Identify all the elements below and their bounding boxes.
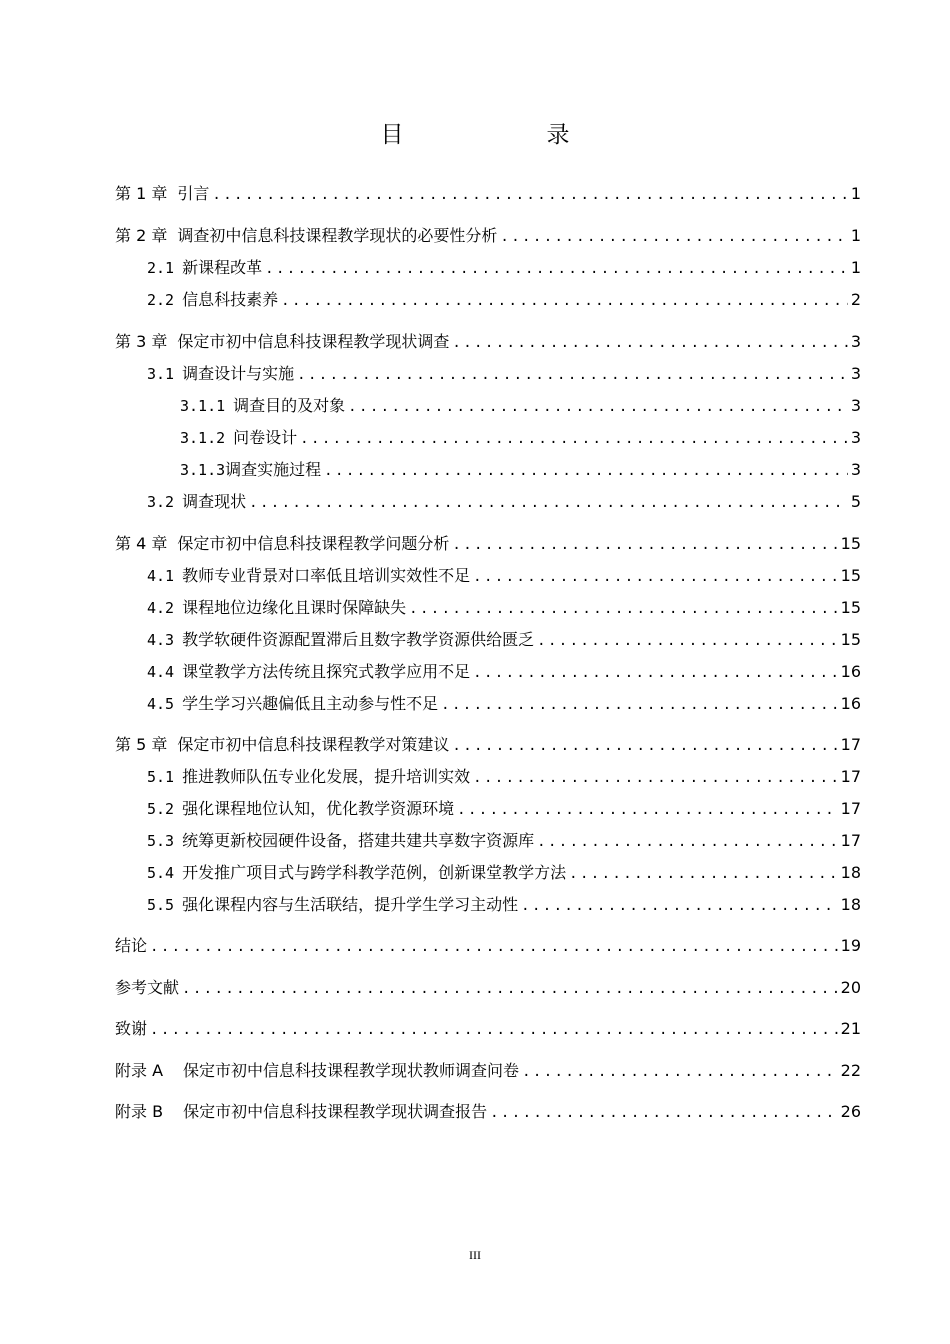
toc-entry-section-3-2[interactable]: [147, 490, 861, 514]
toc-leader-dots: [297, 363, 848, 387]
toc-entry-page: 15: [840, 630, 861, 649]
toc-entry-text: 保定市初中信息科技课程教学对策建议: [177, 735, 450, 754]
toc-leader-dots: [537, 830, 838, 854]
toc-entry-section-4-4[interactable]: [147, 660, 861, 684]
toc-leader-dots: [441, 693, 838, 717]
toc-entry-text: 调查目的及对象: [233, 396, 346, 415]
toc-leader-dots: [537, 629, 838, 653]
toc-entry-number: 4.4: [147, 663, 175, 681]
toc-entry-number: 第 1 章: [115, 184, 168, 203]
toc-entry-conclusion[interactable]: [115, 934, 861, 958]
toc-entry-number: 第 2 章: [115, 226, 168, 245]
toc-entry-number: 5.2: [147, 800, 175, 818]
toc-entry-page: 5: [850, 492, 861, 511]
toc-entry-number: 3.1.3: [180, 461, 226, 479]
toc-entry-chapter-5[interactable]: [115, 733, 861, 757]
toc-leader-dots: [521, 894, 838, 918]
toc-entry-appendix-b[interactable]: [115, 1100, 861, 1124]
toc-entry-section-4-2[interactable]: [147, 596, 861, 620]
toc-entry-section-5-4[interactable]: [147, 861, 861, 885]
toc-entry-text: 保定市初中信息科技课程教学现状调查: [177, 332, 450, 351]
toc-entry-number: 3.1.2: [180, 429, 226, 447]
toc-entry-text: 参考文献: [115, 978, 180, 997]
toc-entry-page: 3: [850, 364, 861, 383]
toc-entry-page: 22: [840, 1061, 861, 1080]
toc-entry-page: 26: [840, 1102, 861, 1121]
toc-entry-text: 教学软硬件资源配置滞后且数字教学资源供给匮乏: [182, 630, 535, 649]
toc-entry-number: 3.2: [147, 493, 175, 511]
toc-leader-dots: [457, 798, 838, 822]
toc-entry-chapter-2[interactable]: [115, 224, 861, 248]
toc-entry-page: 16: [840, 694, 861, 713]
toc-entry-number: 5.3: [147, 832, 175, 850]
toc-entry-acknowledgements[interactable]: [115, 1017, 861, 1041]
toc-entry-number: 2.1: [147, 259, 175, 277]
toc-entry-appendix-a[interactable]: [115, 1059, 861, 1083]
toc-entry-page: 18: [840, 863, 861, 882]
toc-leader-dots: [300, 427, 848, 451]
toc-entry-number: 附录 B: [115, 1102, 164, 1121]
toc-entry-number: 2.2: [147, 291, 175, 309]
toc-leader-dots: [265, 257, 848, 281]
toc-leader-dots: [452, 734, 837, 758]
toc-entry-number: 5.5: [147, 896, 175, 914]
toc-entry-number: 第 4 章: [115, 534, 168, 553]
toc-entry-section-4-1[interactable]: [147, 564, 861, 588]
toc-leader-dots: [150, 935, 838, 959]
toc-entry-section-3-1[interactable]: [147, 362, 861, 386]
toc-entry-section-5-2[interactable]: [147, 797, 861, 821]
toc-entry-text: 调查现状: [182, 492, 247, 511]
toc-leader-dots: [212, 183, 847, 207]
toc-entry-text: 推进教师队伍专业化发展，提升培训实效: [182, 767, 471, 786]
toc-entry-page: 3: [850, 428, 861, 447]
toc-leader-dots: [348, 395, 848, 419]
toc-entry-references[interactable]: [115, 976, 861, 1000]
toc-leader-dots: [490, 1101, 838, 1125]
toc-leader-dots: [569, 862, 838, 886]
toc-leader-dots: [324, 459, 848, 483]
toc-entry-text: 开发推广项目式与跨学科教学范例，创新课堂教学方法: [182, 863, 567, 882]
toc-entry-text: 教师专业背景对口率低且培训实效性不足: [182, 566, 471, 585]
toc-entry-text: 调查实施过程: [225, 460, 322, 479]
toc-entry-number: 第 3 章: [115, 332, 168, 351]
toc-entry-text: 课程地位边缘化且课时保障缺失: [182, 598, 407, 617]
toc-entry-page: 1: [850, 184, 861, 203]
toc-entry-text: 调查设计与实施: [182, 364, 295, 383]
toc-entry-page: 15: [840, 534, 861, 553]
toc-entry-text: 问卷设计: [233, 428, 298, 447]
toc-entry-chapter-1[interactable]: [115, 182, 861, 206]
toc-entry-page: 3: [850, 396, 861, 415]
toc-entry-page: 21: [840, 1019, 861, 1038]
toc-entry-text: 结论: [115, 936, 148, 955]
toc-leader-dots: [473, 565, 838, 589]
toc-leader-dots: [522, 1060, 838, 1084]
toc-entry-number: 5.4: [147, 864, 175, 882]
toc-leader-dots: [249, 491, 848, 515]
toc-leader-dots: [452, 533, 837, 557]
toc-entry-number: 4.5: [147, 695, 175, 713]
toc-entry-text: 引言: [177, 184, 210, 203]
toc-entry-number: 4.2: [147, 599, 175, 617]
toc-entry-page: 1: [850, 226, 861, 245]
toc-entry-page: 17: [840, 831, 861, 850]
toc-entry-page: 18: [840, 895, 861, 914]
toc-entry-page: 16: [840, 662, 861, 681]
toc-entry-text: 调查初中信息科技课程教学现状的必要性分析: [177, 226, 498, 245]
page-number: III: [469, 1248, 481, 1262]
toc-entry-number: 4.3: [147, 631, 175, 649]
toc-entry-text: 保定市初中信息科技课程教学问题分析: [177, 534, 450, 553]
toc-entry-text: 强化课程地位认知，优化教学资源环境: [182, 799, 455, 818]
toc-entry-section-5-5[interactable]: [147, 893, 861, 917]
toc-leader-dots: [473, 766, 838, 790]
toc-entry-number: 3.1: [147, 365, 175, 383]
toc-entry-page: 1: [850, 258, 861, 277]
toc-entry-number: 附录 A: [115, 1061, 164, 1080]
toc-entry-page: 20: [840, 978, 861, 997]
toc-leader-dots: [409, 597, 838, 621]
toc-entry-page: 17: [840, 799, 861, 818]
toc-entry-page: 15: [840, 566, 861, 585]
toc-entry-section-4-3[interactable]: [147, 628, 861, 652]
toc-entry-number: 3.1.1: [180, 397, 226, 415]
toc-entry-page: 19: [840, 936, 861, 955]
toc-entry-section-2-1[interactable]: [147, 256, 861, 280]
toc-entry-text: 信息科技素养: [182, 290, 279, 309]
toc-entry-text: 统筹更新校园硬件设备，搭建共建共享数字资源库: [182, 831, 535, 850]
toc-entry-number: 第 5 章: [115, 735, 168, 754]
toc-entry-section-4-5[interactable]: [147, 692, 861, 716]
toc-entry-page: 17: [840, 735, 861, 754]
toc-entry-section-2-2[interactable]: [147, 288, 861, 312]
toc-entry-section-5-1[interactable]: [147, 765, 861, 789]
toc-entry-section-5-3[interactable]: [147, 829, 861, 853]
toc-leader-dots: [452, 331, 847, 355]
toc-entry-section-3-1-1[interactable]: [180, 394, 861, 418]
toc-leader-dots: [281, 289, 848, 313]
toc-leader-dots: [500, 225, 847, 249]
toc-entry-text: 保定市初中信息科技课程教学现状教师调查问卷: [183, 1061, 520, 1080]
toc-entry-text: 课堂教学方法传统且探究式教学应用不足: [182, 662, 471, 681]
toc-entry-page: 3: [850, 332, 861, 351]
toc-entry-section-3-1-3[interactable]: [180, 458, 861, 482]
toc-entry-chapter-3[interactable]: [115, 330, 861, 354]
toc-entry-text: 新课程改革: [182, 258, 263, 277]
toc-leader-dots: [473, 661, 838, 685]
toc-entry-number: 4.1: [147, 567, 175, 585]
toc-entry-page: 3: [850, 460, 861, 479]
toc-entry-number: 5.1: [147, 768, 175, 786]
toc-entry-text: 致谢: [115, 1019, 148, 1038]
toc-entry-text: 学生学习兴趣偏低且主动参与性不足: [182, 694, 439, 713]
page-title: 目 录: [380, 122, 630, 148]
toc-entry-text: 保定市初中信息科技课程教学现状调查报告: [183, 1102, 488, 1121]
toc-entry-page: 17: [840, 767, 861, 786]
toc-leader-dots: [182, 977, 838, 1001]
toc-entry-text: 强化课程内容与生活联结，提升学生学习主动性: [182, 895, 519, 914]
toc-leader-dots: [150, 1018, 838, 1042]
toc-entry-page: 15: [840, 598, 861, 617]
toc-entry-section-3-1-2[interactable]: [180, 426, 861, 450]
toc-entry-page: 2: [850, 290, 861, 309]
toc-entry-chapter-4[interactable]: [115, 532, 861, 556]
